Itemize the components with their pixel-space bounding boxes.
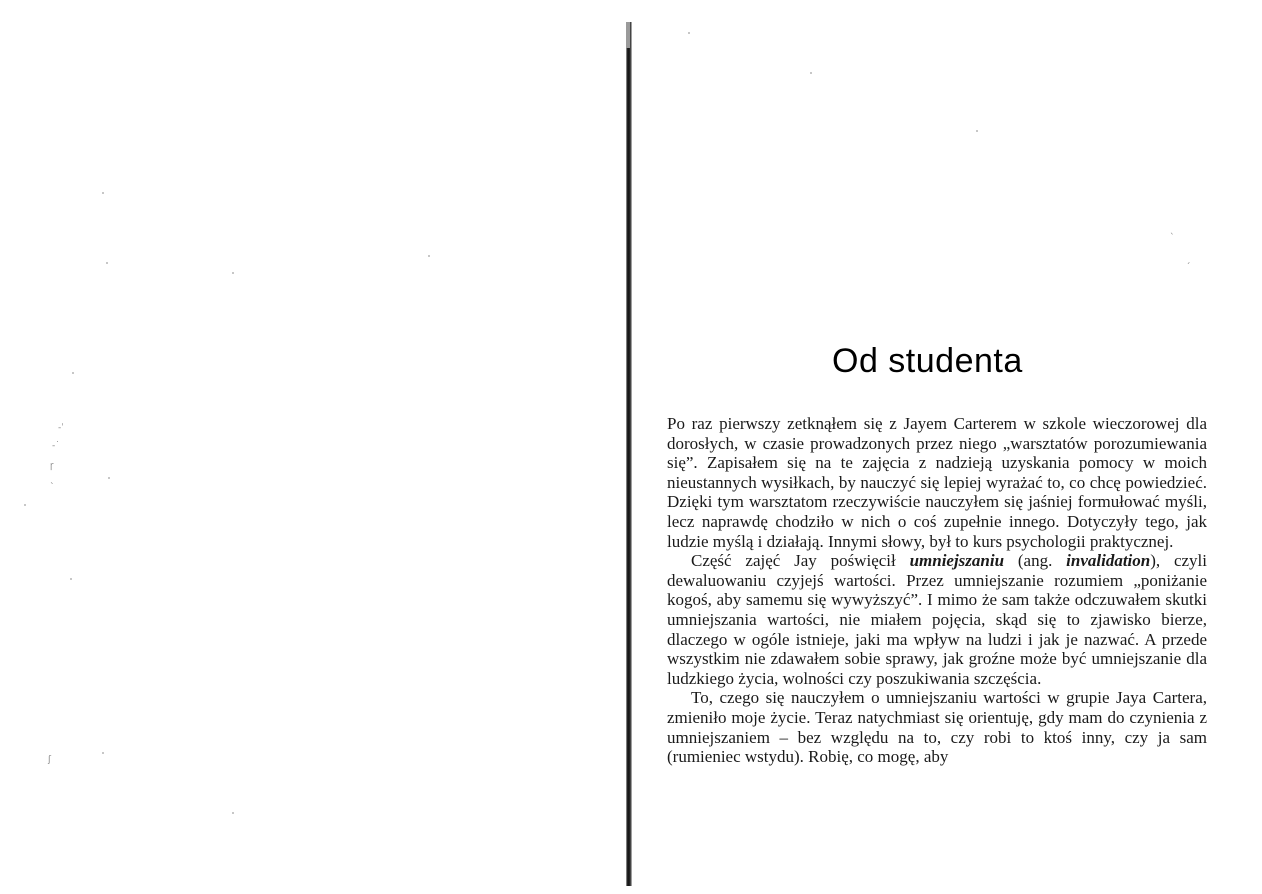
scan-dust	[810, 72, 812, 74]
paragraph-2-part-3: ), czyli dewaluowaniu czyjejś wartości. Przez umniejszanie rozumiem „poniżanie kogoś, aby samemu się wywyższyć”. I mimo że sam także odczuwałem skutki umniejszania wartości, nie miałem pojęcia, skąd się to zjawisko bierze, dlaczego w ogóle istnieje, jaki ma wpływ na ludzi i jak je nazwać. A przede wszystkim nie zdawałem sobie sprawy, jak groźne może być umniejszanie dla ludzkiego życia, wolności czy poszukiwania szczęścia.	[667, 551, 1207, 688]
emphasis-term: umniejszaniu	[909, 551, 1005, 571]
emphasis-term-english: invalidation	[1066, 551, 1151, 571]
chapter-title: Od studenta	[832, 342, 1023, 380]
scan-artifact: -ˈ	[58, 423, 64, 433]
scan-artifact: ˏ	[1186, 255, 1191, 265]
gutter-shadow	[626, 22, 630, 48]
scan-dust	[428, 255, 430, 257]
scan-dust	[70, 578, 72, 580]
scan-dust	[72, 372, 74, 374]
scan-artifact: ˋ	[1170, 233, 1175, 243]
paragraph-2	[667, 551, 1207, 688]
scan-dust	[102, 192, 104, 194]
paragraph-2-part-1: Część zajęć Jay poświęcił	[691, 551, 910, 571]
scan-dust	[232, 812, 234, 814]
scan-dust	[106, 262, 108, 264]
scan-dust	[232, 272, 234, 274]
scan-dust	[24, 504, 26, 506]
scan-artifact: ꞅ	[50, 461, 54, 471]
scan-dust	[688, 32, 690, 34]
paragraph-3: To, czego się nauczyłem o umniejszaniu wartości w grupie Jaya Cartera, zmieniło moje życie. Teraz natychmiast się orientuję, gdy mam do czynienia z umniejszaniem – bez względu na to, czy robi to ktoś inny, czy ja sam (rumieniec wstydu). Robię, co mogę, aby	[667, 688, 1207, 767]
paragraph-2-part-2: (ang.	[1004, 551, 1067, 571]
scan-artifact: ʃ	[48, 755, 52, 765]
scan-dust	[102, 752, 104, 754]
scan-artifact: ‐˙	[52, 441, 60, 451]
chapter-body	[667, 414, 1207, 767]
scan-dust	[108, 477, 110, 479]
scan-dust	[976, 130, 978, 132]
left-page-blank	[0, 0, 626, 894]
scan-artifact: ˎ	[50, 475, 55, 485]
paragraph-1: Po raz pierwszy zetknąłem się z Jayem Carterem w szkole wieczorowej dla dorosłych, w czasie prowadzonych przez niego „warsztatów porozumiewania się”. Zapisałem się na te zajęcia z nadzieją uzyskania pomocy w moich nieustannych wysiłkach, by nauczyć się lepiej wyrażać to, co chcę powiedzieć. Dzięki tym warsztatom rzeczywiście nauczyłem się jaśniej formułować myśli, lecz naprawdę chodziło w nich o coś zupełnie innego. Dotyczyły tego, jak ludzie myślą i działają. Innymi słowy, był to kurs psychologii praktycznej.	[667, 414, 1207, 551]
